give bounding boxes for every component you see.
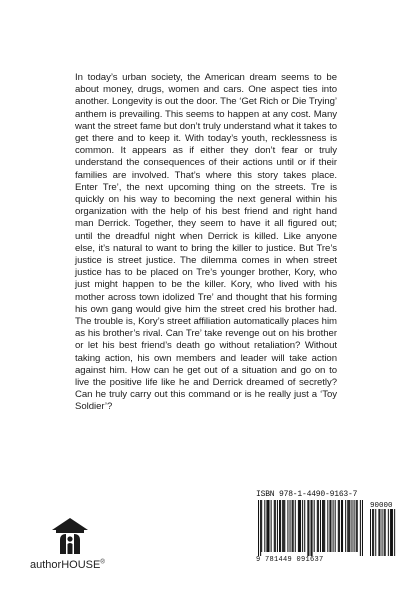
barcode-bar (292, 500, 293, 552)
barcode-bar (258, 500, 259, 556)
publisher-name (30, 559, 120, 571)
barcode-bar (284, 500, 285, 552)
barcode-bar (327, 500, 328, 552)
barcode-bar (304, 500, 305, 552)
barcode-bar (318, 500, 319, 552)
barcode-bar (299, 500, 300, 552)
addon-bar (375, 509, 376, 556)
barcode-bar (266, 500, 267, 552)
barcode-bar (261, 500, 262, 552)
barcode-bar (280, 500, 281, 552)
barcode-digits: 9 781449 091637 (256, 556, 324, 564)
barcode-bar (324, 500, 325, 552)
barcode-bar (335, 500, 336, 552)
synopsis-text: In today’s urban society, the American dream seems to be about money, drugs, women and cars. One aspect ties into another. Longevity is out the door. The ‘Get Rich or Die Trying’ anthem is prevailing. This seems to happen at any cost. Many want the street fame but don’t truly understand what it takes to get there and to keep it. With today’s youth, recklessness is common. It appears as if either they don’t fear or truly understand the consequences of their actions until or if their families are involved. That’s where this story takes place. Enter Tre’, the next upcoming thing on the streets. Tre is quickly on his way to becoming the next general within his organization with the help of his best friend and right hand man Derrick. Together, they seem to have it all figured out; until the dreadful night when Derrick is killed. Like anyone else, it’s natural to want to bring the killer to justice. But Tre’s justice is street justice. The dilemma comes in when street justice has to be placed on Tre’s younger brother, Kory, who just might happen to be the killer. Kory, who lived with his mother across town idolized Tre’ and thought that his forming his own gang would give him the street cred his brother had. The trouble is, Kory’s street affiliation automatically places him as his brother’s rival. Can Tre’ take revenge out on his brother or let his best friend’s death go without retaliation? Without taking action, his own members and leader will take action against him. How can he get out of a situation and go on to live the positive life like he and Derrick dreamed of secretly? Can he truly carry out this command or is he really just a ‘Toy Soldier’? (75, 72, 337, 413)
barcode-bar (260, 500, 261, 556)
addon-bar (392, 509, 393, 556)
barcode-bar (295, 500, 296, 552)
price-code: 90000 (370, 502, 393, 510)
barcode-bar (282, 500, 283, 552)
barcode-bar (275, 500, 276, 552)
addon-bar (385, 509, 386, 556)
barcode-bar (290, 500, 291, 552)
barcode-bars (258, 500, 398, 556)
barcode-bar (347, 500, 348, 552)
barcode-bar (357, 500, 358, 552)
addon-bar (390, 509, 391, 556)
addon-bar (382, 509, 383, 556)
registered-mark: ® (100, 559, 105, 566)
barcode-bar (342, 500, 343, 552)
addon-bar (388, 509, 389, 556)
addon-bar (370, 509, 371, 556)
barcode-bar (264, 500, 265, 552)
addon-bar (372, 509, 373, 556)
barcode-bar (339, 500, 340, 552)
barcode-bar (298, 500, 299, 552)
barcode-bar (338, 500, 339, 552)
barcode-bar (300, 500, 301, 552)
addon-bar (391, 509, 392, 556)
barcode-bar (320, 500, 321, 552)
barcode-bar (360, 500, 361, 556)
addon-bar (378, 509, 379, 556)
barcode-bar (323, 500, 324, 552)
barcode-bar (341, 500, 342, 552)
barcode-bar (279, 500, 280, 552)
addon-bar (379, 509, 380, 556)
barcode-bar (314, 500, 315, 552)
barcode-bar (271, 500, 272, 552)
barcode-bar (330, 500, 331, 552)
barcode-bar (362, 500, 363, 556)
addon-bar (384, 509, 385, 556)
barcode-bar (322, 500, 323, 552)
addon-bar (373, 509, 374, 556)
barcode-bar (351, 500, 352, 552)
barcode-bar (287, 500, 288, 552)
barcode-bar (311, 500, 312, 556)
barcode-bar (317, 500, 318, 552)
barcode-bar (267, 500, 268, 552)
barcode-bar (269, 500, 270, 552)
barcode-bar (277, 500, 278, 552)
barcode-bar (302, 500, 303, 552)
barcode-bar (345, 500, 346, 552)
authorhouse-logo-icon (50, 516, 90, 556)
barcode-bar (274, 500, 275, 552)
barcode-bar (349, 500, 350, 552)
barcode-bar (312, 500, 313, 556)
barcode-bar (356, 500, 357, 552)
barcode-bar (308, 500, 309, 556)
barcode-bar (333, 500, 334, 552)
isbn-label: ISBN 978-1-4490-9163-7 (256, 490, 358, 499)
barcode-bar (329, 500, 330, 552)
barcode-bar (293, 500, 294, 552)
addon-bar (394, 509, 395, 556)
barcode-bar (348, 500, 349, 552)
barcode-bar (307, 500, 308, 556)
barcode-bar (283, 500, 284, 552)
publisher-wordmark: authorHOUSE (30, 559, 101, 571)
barcode-bar (354, 500, 355, 552)
isbn-barcode (252, 490, 402, 573)
publisher-logo (30, 516, 110, 576)
